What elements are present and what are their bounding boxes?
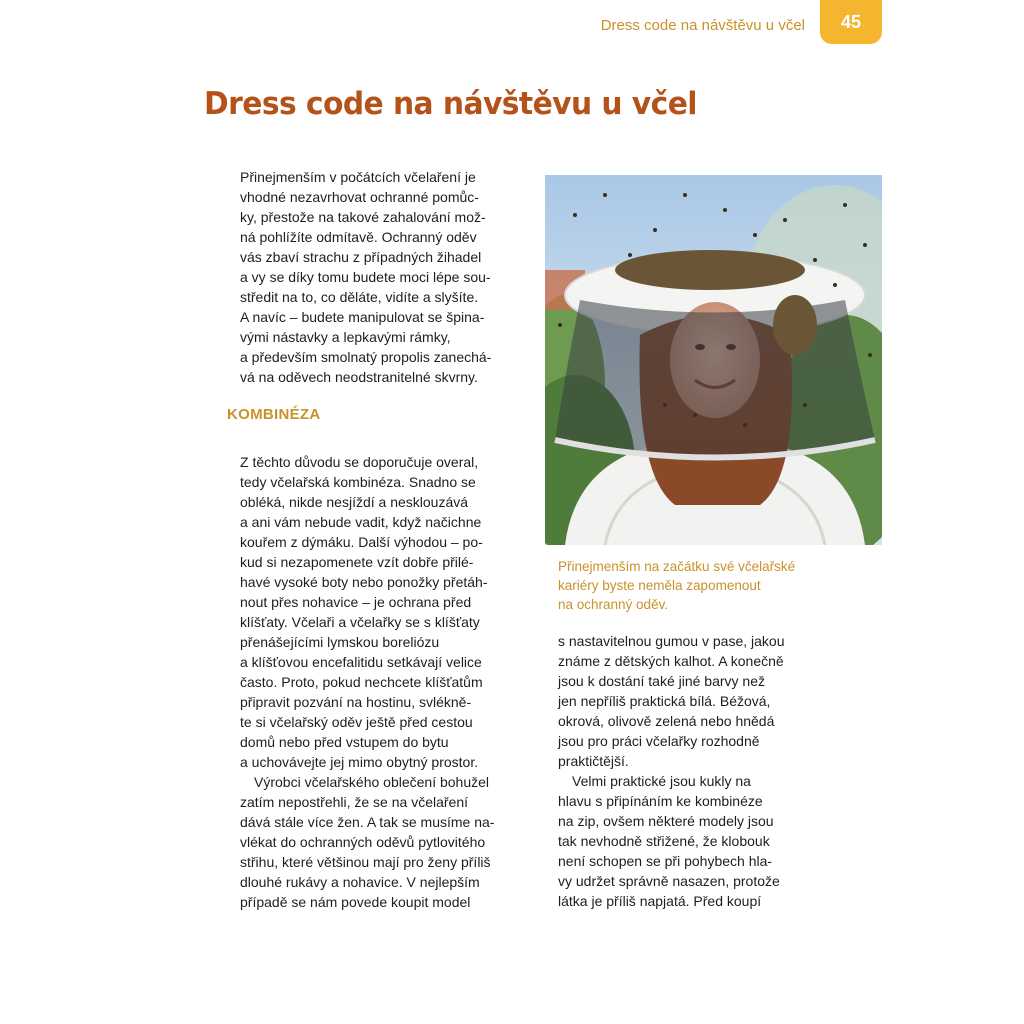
- text-line: vlékat do ochranných oděvů pytlovitého: [240, 834, 486, 850]
- intro-line: vás zbaví strachu z případných žihadel: [240, 249, 482, 265]
- text-line: a ani vám nebude vadit, když načichne: [240, 514, 482, 530]
- intro-paragraph: [240, 167, 505, 387]
- text-line: hlavu s připínáním ke kombinéze: [558, 793, 763, 809]
- text-line: domů nebo před vstupem do bytu: [240, 734, 449, 750]
- text-line: případě se nám povede koupit model: [240, 894, 471, 910]
- text-line: tedy včelařská kombinéza. Snadno se: [240, 474, 476, 490]
- section-paragraph-1: [240, 452, 505, 772]
- intro-line: vhodné nezavrhovat ochranné pomůc-: [240, 189, 479, 205]
- text-line: havé vysoké boty nebo ponožky přetáh-: [240, 574, 488, 590]
- caption-line: na ochranný oděv.: [558, 597, 669, 612]
- intro-line: ná pohlížíte odmítavě. Ochranný oděv: [240, 229, 477, 245]
- text-line: připravit pozvání na hostinu, svlékně-: [240, 694, 472, 710]
- intro-line: a vy se díky tomu budete moci lépe sou-: [240, 269, 491, 285]
- text-line: střihu, které většinou mají pro ženy příliš: [240, 854, 491, 870]
- intro-line: středit na to, co děláte, vidíte a slyšíte.: [240, 289, 479, 305]
- section-paragraph-2: [240, 772, 505, 912]
- text-line: jsou pro práci včelařky rozhodně: [558, 733, 760, 749]
- text-line: dává stále více žen. A tak se musíme na-: [240, 814, 495, 830]
- text-line: tak nevhodně střižené, že klobouk: [558, 833, 770, 849]
- beekeeper-photo: [545, 175, 882, 545]
- running-head-title: Dress code na návštěvu u včel: [600, 17, 805, 34]
- text-line: nout přes nohavice – je ochrana před: [240, 594, 472, 610]
- text-line: s nastavitelnou gumou v pase, jakou: [558, 633, 785, 649]
- section-heading: KOMBINÉZA: [227, 406, 321, 423]
- text-line: obléká, nikde nesjíždí a nesklouzává: [240, 494, 469, 510]
- intro-line: Přinejmenším v počátcích včelaření je: [240, 169, 476, 185]
- caption-line: Přinejmenším na začátku své včelařské: [558, 559, 796, 574]
- text-line: klíšťaty. Včelaři a včelařky se s klíšťaty: [240, 614, 480, 630]
- intro-line: vá na oděvech neodstranitelné skvrny.: [240, 369, 478, 385]
- intro-line: A navíc – budete manipulovat se špina-: [240, 309, 485, 325]
- text-line: přenášejícími lymskou boreliózu: [240, 634, 440, 650]
- page-number-tab: [820, 0, 882, 44]
- intro-line: vými nástavky a lepkavými rámky,: [240, 329, 451, 345]
- intro-line: ky, přestože na takové zahalování mož-: [240, 209, 486, 225]
- text-line: a uchovávejte jej mimo obytný prostor.: [240, 754, 479, 770]
- text-line: známe z dětských kalhot. A konečně: [558, 653, 784, 669]
- intro-line: a především smolnatý propolis zanechá-: [240, 349, 492, 365]
- text-line: dlouhé rukávy a nohavice. V nejlepším: [240, 874, 480, 890]
- section-body-right: [558, 631, 808, 911]
- text-line: kouřem z dýmáku. Další výhodou – po-: [240, 534, 483, 550]
- section-body-left: [240, 452, 505, 912]
- text-line: Výrobci včelařského oblečení bohužel: [254, 774, 490, 790]
- article-title: Dress code na návštěvu u včel: [204, 86, 697, 122]
- text-line: na zip, ovšem některé modely jsou: [558, 813, 774, 829]
- photo-caption: [558, 557, 808, 614]
- text-line: zatím nepostřehli, že se na včelaření: [240, 794, 469, 810]
- beekeeper-illustration: [545, 175, 882, 545]
- text-line: a klíšťovou encefalitidu setkávají velice: [240, 654, 482, 670]
- text-line: Velmi praktické jsou kukly na: [572, 773, 751, 789]
- text-line: praktičtější.: [558, 753, 629, 769]
- page-number: 45: [840, 11, 862, 32]
- text-line: kud si nezapomenete vzít dobře přilé-: [240, 554, 474, 570]
- text-line: jsou k dostání také jiné barvy než: [558, 673, 766, 689]
- text-line: často. Proto, pokud nechcete klíšťatům: [240, 674, 483, 690]
- text-line: Z těchto důvodu se doporučuje overal,: [240, 454, 479, 470]
- text-line: látka je příliš napjatá. Před koupí: [558, 893, 762, 909]
- right-paragraph-1: [558, 631, 808, 771]
- text-line: jen nepříliš praktická bílá. Béžová,: [558, 693, 771, 709]
- text-line: není schopen se při pohybech hla-: [558, 853, 773, 869]
- text-line: okrová, olivově zelená nebo hnědá: [558, 713, 775, 729]
- caption-line: kariéry byste neměla zapomenout: [558, 578, 761, 593]
- text-line: vy udržet správně nasazen, protože: [558, 873, 780, 889]
- right-paragraph-2: [558, 771, 808, 911]
- text-line: te si včelařský oděv ještě před cestou: [240, 714, 473, 730]
